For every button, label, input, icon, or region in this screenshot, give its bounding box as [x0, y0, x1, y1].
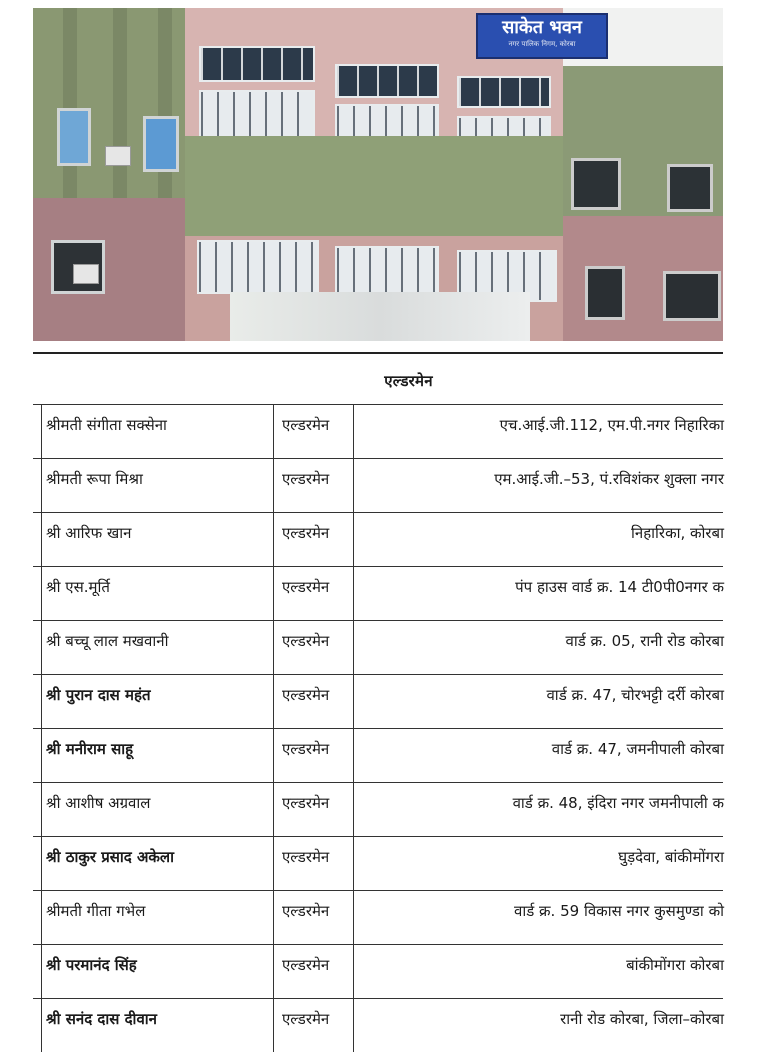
- window: [667, 164, 713, 212]
- member-name: श्री पुरान दास महंत: [41, 675, 271, 728]
- member-name: श्री सनंद दास दीवान: [41, 999, 271, 1052]
- pillar: [63, 8, 77, 198]
- member-role: एल्डरमेन: [273, 945, 362, 998]
- table-row: [33, 890, 723, 944]
- marble-entrance: [230, 292, 530, 341]
- green-band: [185, 136, 563, 236]
- right-wing: [563, 66, 723, 341]
- member-address: वार्ड क्र. 47, चोरभट्टी दर्री कोरबा: [353, 675, 728, 728]
- air-conditioner: [105, 146, 131, 166]
- member-role: एल्डरमेन: [273, 729, 362, 782]
- member-name: श्रीमती संगीता सक्सेना: [41, 405, 271, 458]
- window-row: [335, 64, 439, 98]
- member-role: एल्डरमेन: [273, 459, 362, 512]
- member-address: वार्ड क्र. 47, जमनीपाली कोरबा: [353, 729, 728, 782]
- table-row: [33, 566, 723, 620]
- member-name: श्री एस.मूर्ति: [41, 567, 271, 620]
- member-name: श्री परमानंद सिंह: [41, 945, 271, 998]
- window-row: [199, 90, 315, 138]
- member-name: श्री मनीराम साहू: [41, 729, 271, 782]
- member-address: पंप हाउस वार्ड क्र. 14 टी0पी0नगर क: [353, 567, 728, 620]
- window-row: [199, 46, 315, 82]
- table-row: [33, 674, 723, 728]
- member-name: श्री आशीष अग्रवाल: [41, 783, 271, 836]
- member-role: एल्डरमेन: [273, 513, 362, 566]
- air-conditioner: [73, 264, 99, 284]
- sign-title: साकेत भवन: [502, 17, 582, 38]
- member-name: श्रीमती गीता गभेल: [41, 891, 271, 944]
- member-name: श्री बच्चू लाल मखवानी: [41, 621, 271, 674]
- member-role: एल्डरमेन: [273, 999, 362, 1052]
- member-name: श्री आरिफ खान: [41, 513, 271, 566]
- table-row: [33, 782, 723, 836]
- center-block: [185, 8, 582, 341]
- section-heading: एल्डरमेन: [384, 372, 433, 390]
- pillar: [113, 8, 127, 198]
- member-role: एल्डरमेन: [273, 405, 362, 458]
- member-name: श्री ठाकुर प्रसाद अकेला: [41, 837, 271, 890]
- window: [571, 158, 621, 210]
- window: [143, 116, 179, 172]
- table-row: [33, 998, 723, 1052]
- members-table: [33, 404, 723, 1052]
- left-wing: [33, 8, 185, 341]
- member-role: एल्डरमेन: [273, 891, 362, 944]
- member-role: एल्डरमेन: [273, 567, 362, 620]
- member-name: श्रीमती रूपा मिश्रा: [41, 459, 271, 512]
- building-signboard: [476, 13, 608, 59]
- member-role: एल्डरमेन: [273, 783, 362, 836]
- table-row: [33, 458, 723, 512]
- table-row: [33, 944, 723, 998]
- window: [57, 108, 91, 166]
- member-address: एम.आई.जी.–53, पं.रविशंकर शुक्ला नगर: [353, 459, 728, 512]
- member-role: एल्डरमेन: [273, 675, 362, 728]
- member-address: घुड़देवा, बांकीमोंगरा: [353, 837, 728, 890]
- member-role: एल्डरमेन: [273, 837, 362, 890]
- member-address: वार्ड क्र. 05, रानी रोड कोरबा: [353, 621, 728, 674]
- member-address: बांकीमोंगरा कोरबा: [353, 945, 728, 998]
- member-address: रानी रोड कोरबा, जिला–कोरबा: [353, 999, 728, 1052]
- sign-subtitle: नगर पालिक निगम, कोरबा: [508, 40, 576, 48]
- window: [585, 266, 625, 320]
- member-address: वार्ड क्र. 59 विकास नगर कुसमुण्डा को: [353, 891, 728, 944]
- member-address: निहारिका, कोरबा: [353, 513, 728, 566]
- window-row: [457, 76, 551, 108]
- table-row: [33, 728, 723, 782]
- table-row: [33, 404, 723, 458]
- building-photo: [33, 8, 723, 341]
- table-row: [33, 836, 723, 890]
- member-address: वार्ड क्र. 48, इंदिरा नगर जमनीपाली क: [353, 783, 728, 836]
- separator-rule: [33, 352, 723, 354]
- table-row: [33, 512, 723, 566]
- member-role: एल्डरमेन: [273, 621, 362, 674]
- window-row: [197, 240, 319, 294]
- window: [663, 271, 721, 321]
- table-row: [33, 620, 723, 674]
- member-address: एच.आई.जी.112, एम.पी.नगर निहारिका: [353, 405, 728, 458]
